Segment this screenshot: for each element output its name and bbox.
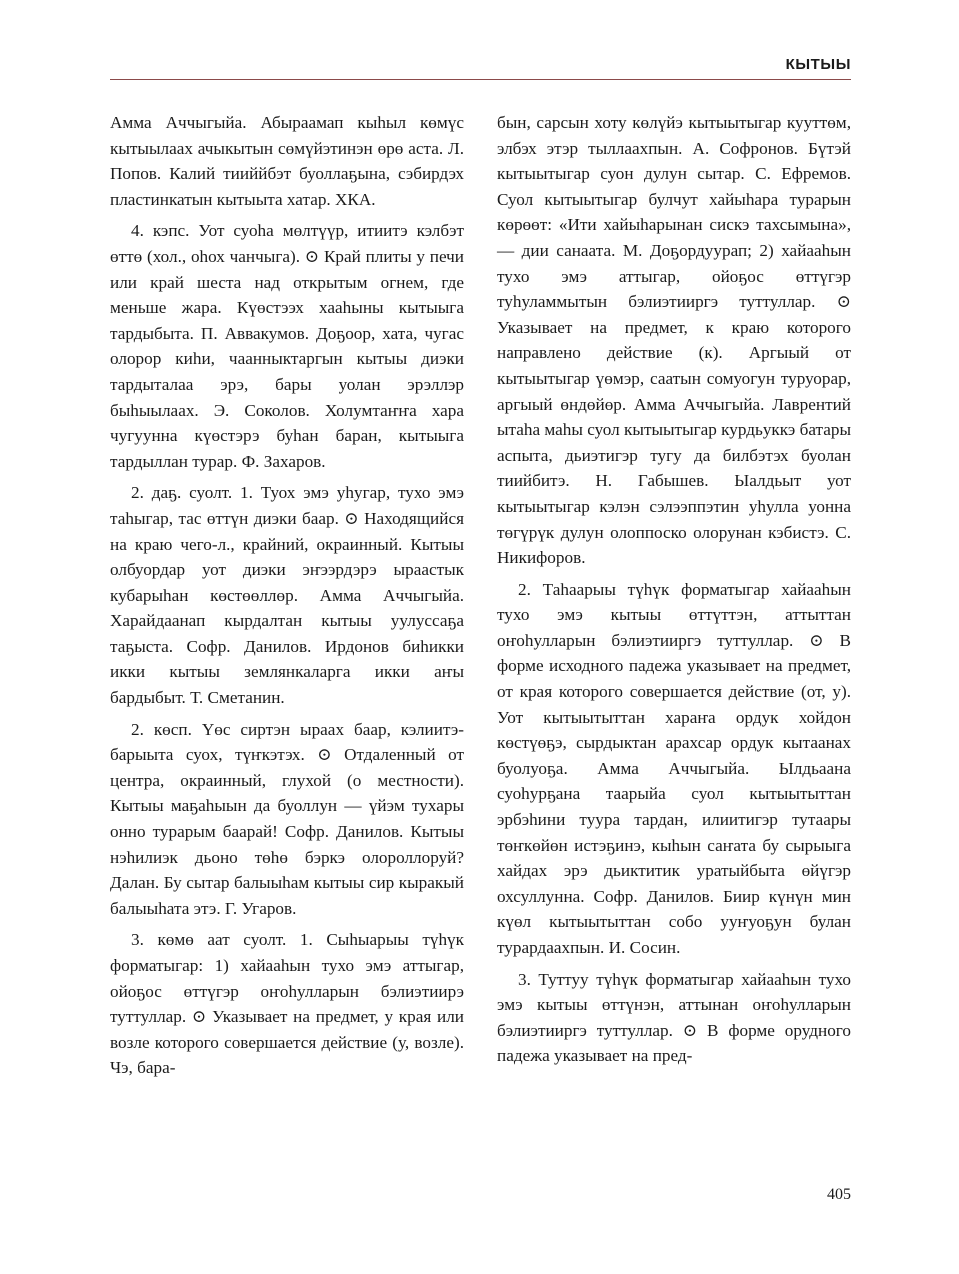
entry-paragraph: 3. көмө аат суолт. 1. Сыһыарыы түһүк форматыгар: 1) хайааһын тухо эмэ аттыгар, ойоҕос өттүгэр оҥоһулларын бэлиэтиирэ туттуллар. ⊙ Указывает на предмет, у края или возле которого совершается действие (у, возле). Чэ, бара-	[110, 930, 464, 1078]
running-head: КЫТЫЫ	[785, 56, 851, 73]
entry-paragraph: Амма Аччыгыйа. Абыраамап кыһыл көмүс кытыылаах ачыкытын сөмүйэтинэн өрө аста. Л. Попов. Калий тииййбэт буоллаҕына, сэбирдэх пластинкатын кытыыта хатар. ХКА.	[110, 113, 464, 209]
left-column	[110, 110, 464, 1087]
entry-paragraph: 2. көсп. Үөс сиртэн ыраах баар, кэлиитэ-барыыта суох, түҥкэтэх. ⊙ Отдаленный от центра, окраинный, глухой (о местности). Кытыы маҕаһыын да буоллун — үйэм тухары онно турарым баарай! Софр. Данилов. Кытыы нэһилиэк дьоно төһө бэркэ олороллоруй? Далан. Бу сытар балыыһам кытыы сир кыракый балыыһата этэ. Г. Угаров.	[110, 719, 464, 918]
entry-paragraph: бын, сарсын хоту көлүйэ кытыытыгар кууттөм, элбэх этэр тыллаахпын. А. Софронов. Бүтэй кытыытыгар суон дулун сытар. С. Ефремов. Суол кытыытыгар булчут хайыһара турарын көрөөт: «Ити хайыһарынан сискэ тахсымына», — дии санаата. М. Доҕордуурап; 2) хайааһын тухо эмэ аттыгар, ойоҕос өттүгэр туһуламмытын бэлиэтииргэ туттуллар. ⊙ Указывает на предмет, к краю которого направлено действие (к). Аргыый от кытыытыгар үөмэр, саатын сомуогун туруорар, аргыый өндөйөр. Амма Аччыгыйа. Лаврентий ытаһа маһы суол кытыытыгар курдьуккэ батары аспыта, дьиэтигэр тугу да билбэтэх буолан тиийбитэ. Н. Габышев. Ыалдьыт уот кытыытыгар кэлэн сэлээппэтин уһулла уонна төгүрүк дулун олоппоско олорунан кэбистэ. С. Никифоров.	[497, 113, 851, 568]
entry-paragraph: 2. даҕ. суолт. 1. Туох эмэ уһугар, тухо эмэ таһыгар, тас өттүн диэки баар. ⊙ Находящийся на краю чего-л., крайний, окраинный. Кытыы олбуордар уот диэки эҥээрдэрэ ыраастык кубарыһан көстөөллөр. Амма Аччыгыйа. Харайдаанап кырдалтан кытыы уулуссаҕа таҕыста. Софр. Данилов. Ирдонов биһикки икки кытыы землянкаларга икки аҥы бардыбыт. Т. Сметанин.	[110, 483, 464, 708]
page-number: 405	[827, 1186, 851, 1203]
entry-paragraph: 2. Таһаарыы түһүк форматыгар хайааһын тухо эмэ кытыы өттүттэн, аттыттан оҥоһулларын бэлиэтииргэ туттуллар. ⊙ В форме исходного падежа указывает на предмет, от края которого совершается действие (от, у). Уот кытыытыттан хараҥа ордук хойдон көстүөҕэ, сырдыктан арахсар ордук кытаанах буолуоҕа. Амма Аччыгыйа. Ылдьаана суоһурҕана таарыйа суол кытыытыттан эрбэһини туура тардан, илиитигэр тутаары төҥкөйөн истэҕинэ, кыһын саҥата бу сырыыга хайдах эрэ дьиктитик уратыйбыта өйүгэр охсуллунна. Софр. Данилов. Биир күнүн мин күөл кытыытыттан собо ууҥуоҕун булан турардаахпын. И. Сосин.	[497, 579, 851, 957]
entry-paragraph: 3. Туттуу түһүк форматыгар хайааһын тухо эмэ кытыы өттүнэн, аттынан оҥоһулларын бэлиэтииргэ туттуллар. ⊙ В форме орудного падежа указывает на пред-	[497, 969, 851, 1066]
header-rule	[110, 79, 851, 80]
right-column	[497, 110, 851, 1075]
entry-paragraph: 4. кэпс. Уот суоһа мөлтүүр, итиитэ кэлбэт өттө (хол., оһох чанчыга). ⊙ Край плиты у печи или край шеста над открытым огнем, где меньше жара. Күөстээх хааһыны кытыыга тардыбыта. П. Аввакумов. Доҕоор, хата, чугас олорор киһи, чаанныктаргын кытыы диэки тардыталаа эрэ, бары уолан эрэллэр быһыылаах. Э. Соколов. Холумтаҥҥа хара чугуунна күөстэрэ буһан баран, кытыыга тардыллан турар. Ф. Захаров.	[110, 221, 464, 471]
